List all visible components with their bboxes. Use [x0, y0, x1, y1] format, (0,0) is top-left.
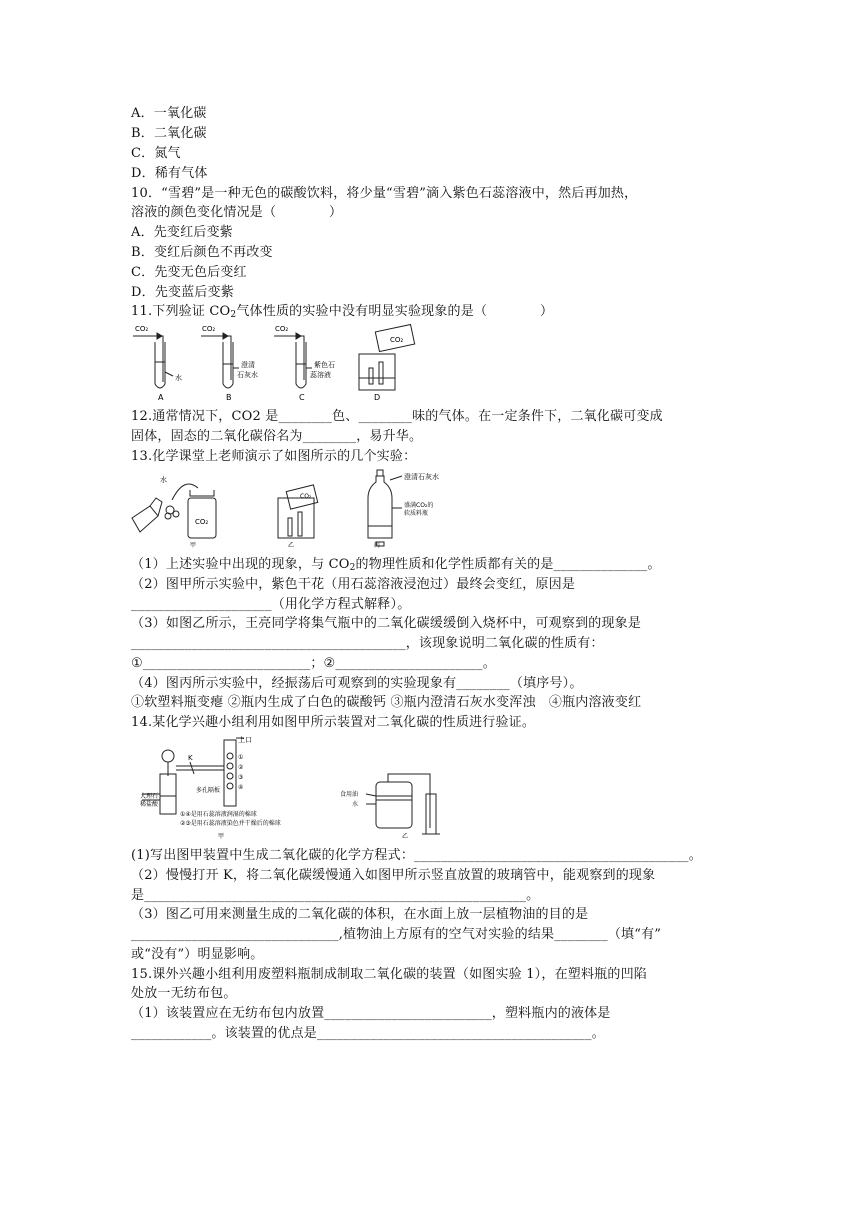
q9-option-b: B．二氧化碳	[131, 126, 207, 141]
litmus-label-2: 蕊溶液	[310, 371, 331, 379]
clear-label: 澄清	[241, 361, 255, 369]
collection-bottle	[376, 782, 412, 828]
q11-figure	[131, 322, 421, 402]
co2-beaker-label: CO₂	[300, 493, 312, 500]
q14-apparatus-diagram	[140, 734, 470, 842]
q13-part3-line3: ①_________________________；②______________________。	[131, 656, 497, 671]
water-label: 水	[175, 374, 182, 382]
q15-part1-line1: （1）该装置应在无纺布包内放置_________________________，塑料瓶内的液体是	[131, 1006, 611, 1021]
water-label: 水	[352, 801, 359, 808]
beaker-d	[359, 354, 395, 390]
q10-option-a: A．先变红后变紫	[131, 225, 233, 240]
caption-jia: 甲	[218, 833, 225, 840]
water-label: 水	[160, 476, 167, 484]
q15-line2: 处放一无纺布包。	[131, 986, 237, 1001]
q13-apparatus-diagram	[128, 468, 448, 548]
top-opening-label: 上口	[238, 736, 252, 744]
q13-stem: 13.化学课堂上老师演示了如图所示的几个实验：	[131, 449, 417, 464]
q15-part1-line2: ____________。该装置的优点是_________________________________________。	[131, 1026, 605, 1041]
q9-option-c: C．氮气	[131, 146, 181, 161]
beaker-yi	[278, 498, 314, 538]
q11-apparatus-diagram	[131, 322, 421, 402]
q15-line1: 15.课外兴趣小组利用废塑料瓶制成制取二氧化碳的装置（如图实验 1），在塑料瓶的凹陷	[131, 967, 647, 982]
cotton-note-1: ①④是用石蕊溶液润湿的棉球	[180, 811, 257, 818]
limewater-label: 石灰水	[237, 371, 258, 379]
hydrochloric-acid-label: 稀盐酸	[140, 801, 159, 808]
q10-option-d: D．先变蓝后变紫	[131, 285, 235, 300]
q14-figure	[140, 734, 470, 842]
q14-part2-line2: 是_________________________________________________________。	[131, 888, 540, 903]
caption-yi: 乙	[402, 833, 409, 840]
litmus-label-1: 紫色石	[314, 361, 335, 369]
caption-yi: 乙	[288, 542, 295, 548]
cotton-4-label: ④	[238, 784, 244, 791]
co2-label-b: CO₂	[202, 325, 216, 333]
q10-option-b: B．变红后颜色不再改变	[131, 245, 273, 260]
cotton-note-2: ②③是用石蕊溶液染色并干燥后的棉球	[180, 820, 281, 827]
letter-d: D	[374, 393, 381, 402]
q14-part3-line3: 或“没有”）明显影响。	[131, 947, 264, 962]
q13-part4-line1: （4）图丙所示实验中，经振荡后可观察到的实验现象有________（填序号）。	[131, 676, 583, 691]
limewater-label: 澄清石灰水	[404, 473, 439, 481]
porous-plate-label: 多孔隔板	[196, 787, 221, 794]
q10-option-c: C．先变无色后变红	[131, 265, 247, 280]
marble-label: 大理石	[140, 793, 159, 800]
cooking-oil-label: 食用油	[340, 791, 359, 798]
co2-bottle-label-2: 软质料瓶	[404, 510, 429, 517]
q13-part3-line2: _________________________________________，该现象说明二氧化碳的性质有：	[131, 636, 604, 651]
plastic-bottle	[368, 476, 392, 538]
separatory-funnel	[162, 750, 174, 762]
q13-part3-line1: （3）如图乙所示，王亮同学将集气瓶中的二氧化碳缓缓倒入烧杯中，可观察到的现象是	[131, 616, 642, 631]
caption-jia: 甲	[190, 542, 197, 548]
letter-c: C	[299, 393, 305, 402]
q9-option-a: A．一氧化碳	[131, 106, 207, 121]
q13-part2-line1: （2）图甲所示实验中，紫色干花（用石蕊溶液浸泡过）最终会变红，原因是	[131, 577, 576, 592]
co2-jar-label: CO₂	[195, 518, 209, 526]
co2-label-a: CO₂	[135, 325, 149, 333]
q14-part1: (1)写出图甲装置中生成二氧化碳的化学方程式：_________________________________________。	[131, 848, 702, 863]
co2-bottle-label-1: 盛满CO₂的	[404, 502, 434, 509]
q10-stem-line1: 10．“雪碧”是一种无色的碳酸饮料，将少量“雪碧”滴入紫色石蕊溶液中，然后再加热，	[131, 186, 638, 201]
co2-label-d: CO₂	[390, 336, 404, 344]
q13-part2-line2: _____________________（用化学方程式解释）。	[131, 597, 411, 612]
q11-stem: 11.下列验证 $CO_2$气体性质的实验中没有明显实验现象的是（ ）	[131, 304, 554, 320]
cotton-1-label: ①	[238, 754, 244, 761]
q13-part1: （1）上述实验中出现的现象，与 $CO_2$的物理性质和化学性质都有关的是______________。	[131, 557, 661, 573]
q14-stem: 14.某化学兴趣小组利用如图甲所示装置对二氧化碳的性质进行验证。	[131, 715, 536, 730]
q12-line2: 固体，固态的二氧化碳俗名为________，易升华。	[131, 429, 423, 444]
valve-k-label: K	[188, 754, 193, 762]
measuring-cylinder	[426, 794, 436, 834]
q14-part2-line1: （2）慢慢打开 K，将二氧化碳缓慢通入如图甲所示竖直放置的玻璃管中，能观察到的现象	[131, 868, 656, 883]
q10-stem-line2: 溶液的颜色变化情况是（ ）	[131, 205, 343, 220]
q14-part3-line1: （3）图乙可用来测量生成的二氧化碳的体积，在水面上放一层植物油的目的是	[131, 907, 589, 922]
q9-option-d: D．稀有气体	[131, 166, 208, 181]
q13-part4-line2: ①软塑料瓶变瘪 ②瓶内生成了白色的碳酸钙 ③瓶内澄清石灰水变浑浊 ④瓶内溶液变红	[131, 695, 642, 710]
q13-figure	[128, 468, 448, 548]
q14-part3-line2: _______________________________,植物油上方原有的空气对实验的结果________（填“有”	[131, 927, 662, 942]
caption-bing: 丙	[374, 542, 381, 548]
cotton-2-label: ②	[238, 764, 244, 771]
reaction-tube	[160, 774, 176, 814]
cotton-3-label: ③	[238, 774, 244, 781]
co2-label-c: CO₂	[275, 325, 289, 333]
q12-line1: 12.通常情况下，CO2 是________色、________味的气体。在一定条件下，二氧化碳可变成	[131, 409, 663, 424]
letter-a: A	[158, 393, 164, 402]
letter-b: B	[226, 393, 232, 402]
spray-bottle	[132, 506, 158, 532]
